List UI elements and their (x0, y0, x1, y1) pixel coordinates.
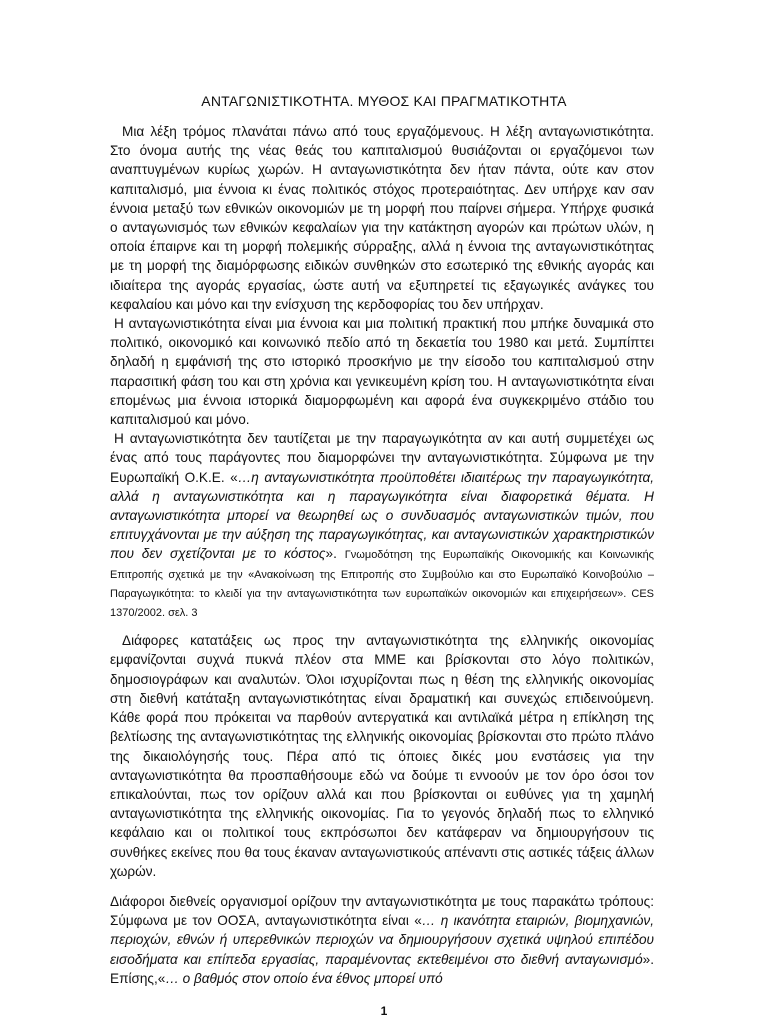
second-quote: … ο βαθμός στον οποίο ένα έθνος μπορεί υπό (165, 970, 443, 986)
document-title: ΑΝΤΑΓΩΝΙΣΤΙΚΟΤΗΤΑ. ΜΥΘΟΣ ΚΑΙ ΠΡΑΓΜΑΤΙΚΟΤΗΤΑ (201, 93, 567, 109)
paragraph-4: Διάφορες κατατάξεις ως προς την ανταγωνιστικότητα της ελληνικής οικονομίας εμφανίζονται συχνά πυκνά πλέον στα ΜΜΕ και βρίσκονται στο λόγο πολιτικών, δημοσιογράφων και αναλυτών. Όλοι ισχυρίζονται πως η θέση της ελληνικής οικονομίας στη διεθνή κατάταξη ανταγωνιστικότητας είναι δραματική και συνεχώς επιδεινούμενη. Κάθε φορά που πρόκειται να παρθούν αντεργατικά και αντιλαϊκά μέτρα η επίκληση της βελτίωσης της ανταγωνιστικότητας της ελληνικής οικονομίας βρίσκονται στο πρώτο πλάνο της δικαιολόγησής τους. Πέρα από τις όποιες δικές μου ενστάσεις για την ανταγωνιστικότητα θα προσπαθήσουμε εδώ να δούμε τι εννοούν με τον όρο όσοι τον επικαλούνται, πως τον ορίζουν αλλά και που βρίσκονται οι ευθύνες για τη χαμηλή ανταγωνιστικότητα της ελληνικής οικονομίας. Για το γεγονός δηλαδή πως το ελληνικό κεφάλαιο και οι πολιτικοί τους εκπρόσωποι δεν κατάφεραν να δημιουργήσουν τις συνθήκες εκείνες που θα τους έκαναν ανταγωνιστικούς απέναντι στις αστικές τάξεις άλλων χωρών. (110, 633, 654, 879)
paragraph-5-mid: ». Επίσης,« (110, 951, 654, 986)
paragraph-3-close: ». (325, 546, 337, 562)
document-body (110, 122, 654, 988)
paragraph-5-lead: Διάφοροι διεθνείς οργανισμοί ορίζουν την ανταγωνιστικότητα με τους παρακάτω τρόπους: Σύμφωνα με τον ΟΟΣΑ, ανταγωνιστικότητα είναι « (110, 893, 654, 929)
oke-quote: …η ανταγωνιστικότητα προϋποθέτει ιδιαιτέρως την παραγωγικότητα, αλλά η ανταγωνιστικότητα και η παραγωγικότητα είναι διαφορετικά θέματα. Η ανταγωνιστικότητα μπορεί να θεωρηθεί ως ο συνδυασμός ανταγωνιστικών τιμών, που επιτυγχάνονται με την αύξηση της παραγωγικότητας, και ανταγωνιστικών χαρακτηριστικών που δεν σχετίζονται με το κόστος (110, 469, 654, 562)
paragraph-5 (110, 892, 654, 988)
paragraph-1: Μια λέξη τρόμος πλανάται πάνω από τους εργαζόμενους. Η λέξη ανταγωνιστικότητα. Στο όνομα αυτής της νέας θεάς του καπιταλισμού θυσιάζονται οι εργαζόμενοι των αναπτυγμένων κυρίως χωρών. Η ανταγωνιστικότητα δεν ήταν πάντα, ούτε καν στον καπιταλισμό, μια έννοια κι ένας πολιτικός στόχος προτεραιότητας. Δεν υπήρχε καν σαν έννοια μεταξύ των εθνικών οικονομιών με τη μορφή που παίρνει σήμερα. Υπήρχε φυσικά ο ανταγωνισμός των εθνικών κεφαλαίων για την κατάκτηση αγορών και πρώτων υλών, η οποία έπαιρνε και τη μορφή πολεμικής σύρραξης, αλλά η έννοια της ανταγωνιστικότητας με τη μορφή της διαμόρφωσης ειδικών συνθηκών στο εσωτερικό της εθνικής αγοράς και ιδιαίτερα της αγοράς εργασίας, ώστε αυτή να εξυπηρετεί τις εξαγωγικές ανάγκες του κεφαλαίου και μόνο και την ενίσχυση της κερδοφορίας του δεν υπήρχαν. (110, 124, 654, 312)
oecd-quote: … η ικανότητα εταιριών, βιομηχανιών, περιοχών, εθνών ή υπερεθνικών περιοχών να δημιουργήσουν σχετικά υψηλού επιπέδου εισοδήματα και επίπεδα εργασίας, παραμένοντας εκτεθειμένοι στο διεθνή ανταγωνισμό (110, 913, 654, 967)
paragraph-3-lead: Η ανταγωνιστικότητα δεν ταυτίζεται με την παραγωγικότητα αν και αυτή συμμετέχει ως ένας από τους παράγοντες που διαμορφώνει την ανταγωνιστικότητα. Σύμφωνα με την Ευρωπαϊκή Ο.Κ.Ε. « (110, 431, 654, 485)
paragraph-3 (110, 429, 654, 621)
page-number: 1 (380, 1004, 388, 1018)
footnote-citation: Γνωμοδότηση της Ευρωπαϊκής Οικονομικής και Κοινωνικής Επιτροπής σχετικά με την «Ανακοίνωση της Επιτροπής στο Συμβούλιο και στο Ευρωπαϊκό Κοινοβούλιο – Παραγωγικότητα: το κλειδί για την ανταγωνιστικότητα των ευρωπαϊκών οικονομιών και επιχειρήσεων». CES 1370/2002. σελ. 3 (110, 549, 654, 620)
paragraph-2: Η ανταγωνιστικότητα είναι μια έννοια και μια πολιτική πρακτική που μπήκε δυναμικά στο πολιτικό, οικονομικό και κοινωνικό πεδίο από τη δεκαετία του 1980 και μετά. Συμπίπτει δηλαδή η εμφάνισή της στο ιστορικό προσκήνιο με την είσοδο του καπιταλισμού στην παρασιτική φάση του και στη χρόνια και γενικευμένη κρίση του. Η ανταγωνιστικότητα είναι επομένως μια έννοια ιστορικά διαμορφωμένη και αφορά ένα συγκεκριμένο στάδιο του καπιταλισμού και μόνο. (110, 316, 654, 428)
